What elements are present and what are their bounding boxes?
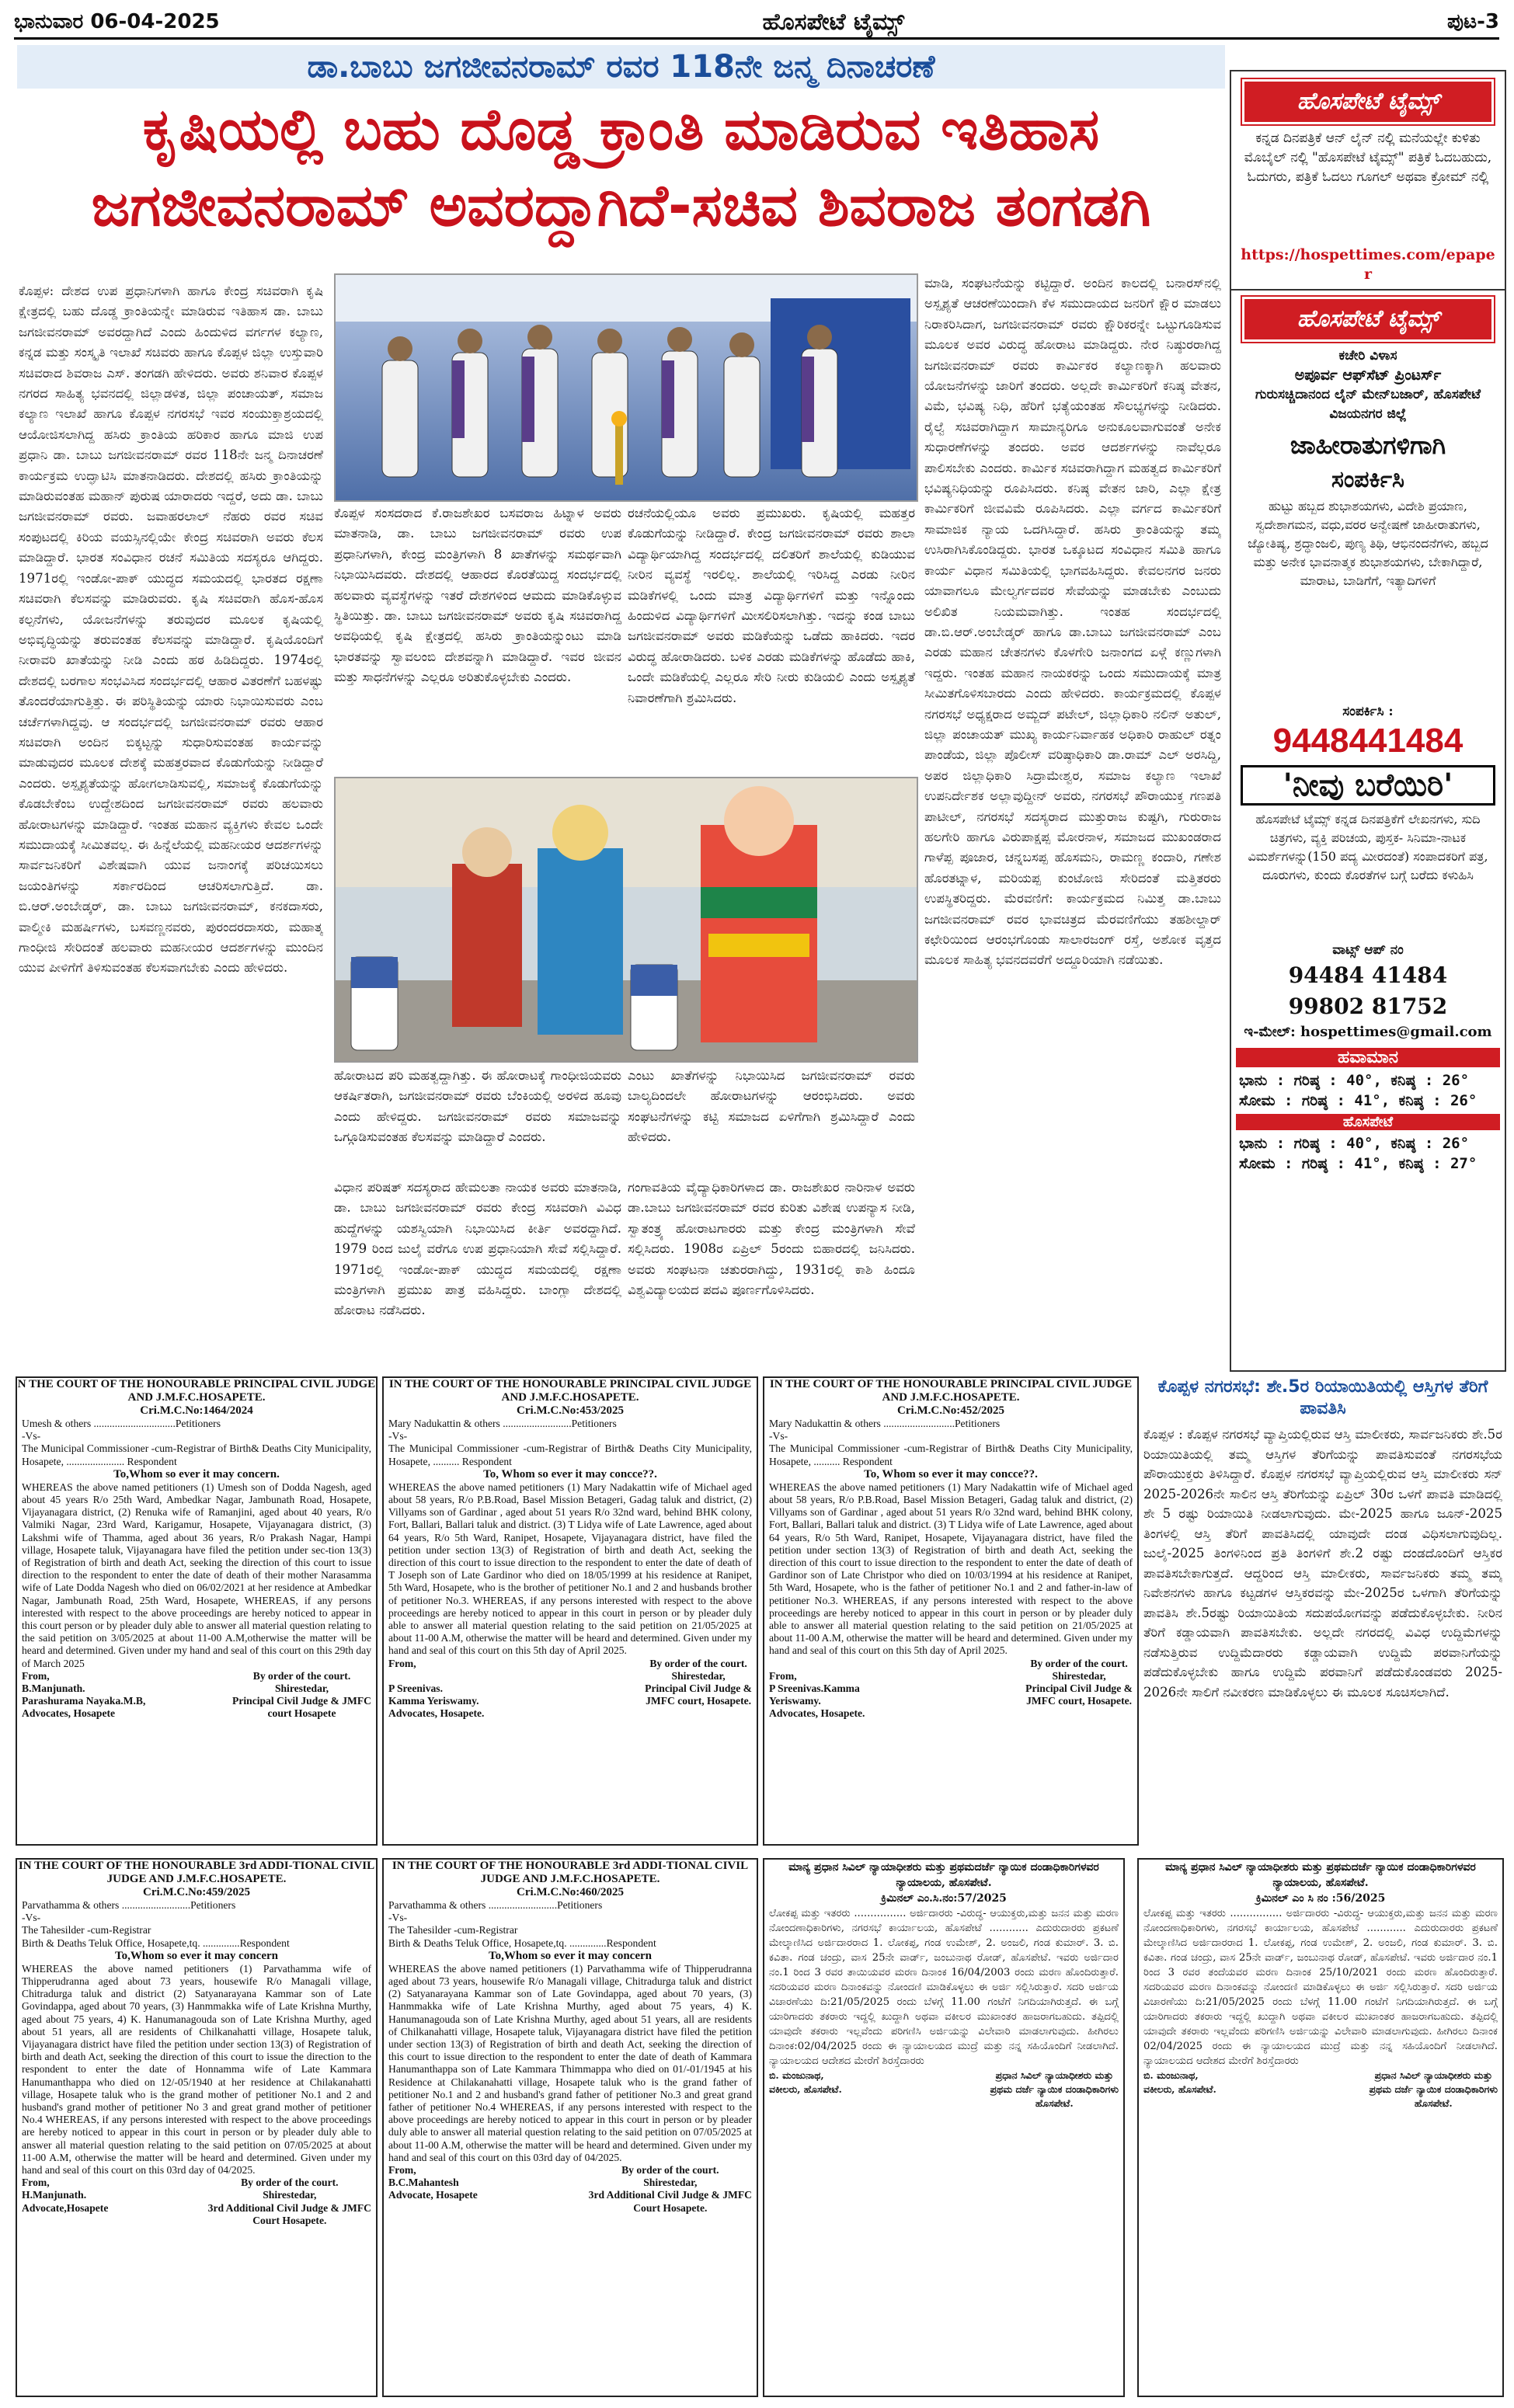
- notice-sign-right: By order of the court. Shirestedar, Principal Civil Judge & JMFC court, Hosapete.: [645, 1657, 752, 1707]
- notice-sign-right: By order of the court. Shirestedar, Principal Civil Judge & JMFC court, Hosapete.: [1025, 1657, 1133, 1707]
- headline-line-1: ಕೃಷಿಯಲ್ಲಿ ಬಹು ದೊಡ್ಡ ಕ್ರಾಂತಿ ಮಾಡಿರುವ ಇತಿಹಾಸ: [142, 96, 1100, 163]
- notice-body: WHEREAS the above named petitioners (1) Parvathamma wife of Thipperudranna aged about 73 years, housewife R/o Managali village, Chitradurga taluk and district (2) Satyanarayana Kammar son of Late Govindappa, aged about 70 years, (3) Hanmmakka wife of Late Krishna Murthy, aged about 75 years, 4) K. Hanumanagouda son of Late Krishna Murthy, aged about 51 years, all are residents of Chilkanahatti village, Hosapete taluk, Vijayanagara district have filed the petition under section 13(3) of Registration of birth and death Act, seeking the direction of this court to issue direction to the respondent to enter the date of death of Kammara Hanumanthappa son of Late Kammara Thimmappa who died on 01/-01/1945 at his Residence at Chilakanahatti village, Hosapete taluk who is the grand father of petitioner No.1 and 2 and husband's grand father of petitioner No.3 and great grand father of petitioner No.4 WHEREAS, if any persons interested with respect to the above proceedings are hereby noticed to appear in this court in person or by pleader duly able to answer all material question relating to the said petition on 07/05/2025 at about 11-00 A.M, otherwise the matter will be heard and determined. Given under my hand and seal of this court on this 03rd day of 04/2025.: [388, 1962, 752, 2163]
- photo-lamp-caption-left: ಕೊಪ್ಪಳ ಸಂಸದರಾದ ಕೆ.ರಾಜಶೇಖರ ಬಸವರಾಜ ಹಿಟ್ನಾಳ ಅವರು ಮಾತನಾಡಿ, ಡಾ. ಬಾಬು ಜಗಜೀವನರಾಮ್ ರವರು ಉಪ ಪ್ರಧಾನಿಗಳಾಗಿ, ಕೇಂದ್ರ ಮಂತ್ರಿಗಳಾಗಿ 8 ಖಾತೆಗಳನ್ನು ಸಮರ್ಥವಾಗಿ ನಿಭಾಯಿಸಿದವರು. ದೇಶದಲ್ಲಿ ಆಹಾರದ ಕೊರತೆಯಿದ್ದ ಸಂದರ್ಭದಲ್ಲಿ ಹಲವಾರು ವ್ಯವಸ್ಥೆಗಳನ್ನು ಇತರೆ ದೇಶಗಳಿಂದ ಆಮದು ಮಾಡಿಕೊಳ್ಳುವ ಸ್ಥಿತಿಯಿತ್ತು. ಡಾ. ಬಾಬು ಜಗಜೀವನರಾಮ್ ಅವರು ಕೃಷಿ ಸಚಿವರಾಗಿದ್ದ ಅವಧಿಯಲ್ಲಿ ಕೃಷಿ ಕ್ಷೇತ್ರದಲ್ಲಿ ಹಸಿರು ಕ್ರಾಂತಿಯನ್ನುಂಟು ಮಾಡಿ ಭಾರತವನ್ನು ಸ್ವಾವಲಂಬಿ ದೇಶವನ್ನಾಗಿ ಮಾಡಿದ್ದಾರೆ. ಇವರ ಜೀವನ ಮತ್ತು ಸಾಧನೆಗಳನ್ನು ಎಲ್ಲರೂ ಅರಿತುಕೊಳ್ಳಬೇಕು ಎಂದರು.: [334, 506, 621, 685]
- notice-signatures: [17, 2177, 376, 2227]
- kannada-notice-1: [763, 1858, 1125, 2397]
- notice-sign-right: By order of the court. Shirestedar, Principal Civil Judge & JMFC court Hosapete: [232, 1669, 371, 1720]
- weather-row-top-1: [1231, 1070, 1505, 1091]
- notice-heading: ಮಾನ್ಯ ಪ್ರಧಾನ ಸಿವಿಲ್ ನ್ಯಾಯಾಧೀಶರು ಮತ್ತು ಪ್ರಥಮದರ್ಜೆ ನ್ಯಾಯಿಕ ದಂಡಾಧಿಕಾರಿಗಳವರ ನ್ಯಾಯಾಲಯ, ಹೊಸಪೇಟೆ.: [1165, 1861, 1476, 1889]
- notice-to: To,Whom so ever it may concern.: [113, 1467, 280, 1481]
- masthead-date: ಭಾನುವಾರ 06-04-2025: [14, 9, 220, 33]
- notice-case-number: Cri.M.C.No:453/2025: [517, 1404, 624, 1417]
- notice-case-number: Cri.M.C.No:1464/2024: [140, 1404, 253, 1417]
- notice-parties: Parvathamma & others ..........................Petitioners -Vs- The Tahesilder -cum-Registrar Birth & Deaths Teluk Office, Hosapete,tq. ..............Respondent: [388, 1899, 656, 1949]
- photo-procession-image: [336, 778, 917, 1061]
- article-column-1: ಕೊಪ್ಪಳ: ದೇಶದ ಉಪ ಪ್ರಧಾನಿಗಳಾಗಿ ಹಾಗೂ ಕೇಂದ್ರ ಸಚಿವರಾಗಿ ಕೃಷಿ ಕ್ಷೇತ್ರದಲ್ಲಿ ಬಹು ದೊಡ್ಡ ಕ್ರಾಂತಿಯನ್ನೇ ಮಾಡಿರುವ ಇತಿಹಾಸ ಡಾ. ಬಾಬು ಜಗಜೀವನರಾಮ್ ಅವರದ್ದಾಗಿದೆ ಎಂದು ಹಿಂದುಳಿದ ವರ್ಗಗಳ ಕಲ್ಯಾಣ, ಕನ್ನಡ ಮತ್ತು ಸಂಸ್ಕೃತಿ ಇಲಾಖೆ ಸಚಿವರು ಹಾಗೂ ಕೊಪ್ಪಳ ಜಿಲ್ಲಾ ಉಸ್ತುವಾರಿ ಸಚಿವರಾದ ಶಿವರಾಜ ಎಸ್. ತಂಗಡಗಿ ಹೇಳಿದರು. ಅವರು ಶನಿವಾರ ಕೊಪ್ಪಳ ನಗರದ ಸಾಹಿತ್ಯ ಭವನದಲ್ಲಿ ಜಿಲ್ಲಾಡಳಿತ, ಜಿಲ್ಲಾ ಪಂಚಾಯತ್, ಸಮಾಜ ಕಲ್ಯಾಣ ಇಲಾಖೆ ಹಾಗೂ ಕೊಪ್ಪಳ ನಗರಸಭೆ ಇವರ ಸಂಯುಕ್ತಾಶ್ರಯದಲ್ಲಿ ಆಯೋಜಿಸಲಾಗಿದ್ದ ಹಸಿರು ಕ್ರಾಂತಿಯ ಹರಿಕಾರ ಹಾಗೂ ಮಾಜಿ ಉಪ ಪ್ರಧಾನಿ ಡಾ. ಬಾಬು ಜಗಜೀವನರಾಮ್ ರವರ 118ನೇ ಜನ್ಮ ದಿನಾಚರಣೆ ಕಾರ್ಯಕ್ರಮ ಉದ್ಘಾಟಿಸಿ ಮಾತನಾಡಿದರು. ದೇಶದಲ್ಲಿ ಹಸಿರು ಕ್ರಾಂತಿಯನ್ನು ಮಾಡಿರುವಂತಹ ಮಹಾನ್ ಪುರುಷ ಯಾರಾದರು ಇದ್ದರೆ, ಅದು ಡಾ. ಬಾಬು ಜಗಜೀವನರಾಮ್ ರವರು. ಜವಾಹರಲಾಲ್ ನೆಹರು ರವರ ಸಚಿವ ಸಂಪುಟದಲ್ಲಿ ಕಿರಿಯ ವಯಸ್ಸಿನಲ್ಲಿಯೇ ಕೇಂದ್ರ ಸಚಿವರಾಗಿ ಅವರು ಕೆಲಸ ಮಾಡಿದ್ದಾರೆ. ಭಾರತ ಸಂವಿಧಾನ ರಚನೆ ಸಮಿತಿಯ ಸದಸ್ಯರೂ ಆಗಿದ್ದರು. 1971ರಲ್ಲಿ ಇಂಡೋ-ಪಾಕ್ ಯುದ್ಧದ ಸಮಯದಲ್ಲಿ ಭಾರತದ ರಕ್ಷಣಾ ಸಚಿವರಾಗಿ ಕೆಲಸವನ್ನು ಮಾಡಿರುವರು. ಕೃಷಿ ಸಚಿವರಾಗಿ ಹೊಸ-ಹೊಸ ಕಲ್ಪನೆಗಳು, ಯೋಜನೆಗಳನ್ನು ತರುವುದರ ಮೂಲಕ ಕೃಷಿಯಲ್ಲಿ ಅಭಿವೃದ್ಧಿಯನ್ನು ತರುವಂತಹ ಕೆಲಸವನ್ನು ಮಾಡಿದ್ದಾರೆ. ಕೃಷಿಯೊಂದಿಗೆ ನೀರಾವರಿ ಖಾತೆಯನ್ನು ನೀಡಿ ಎಂದು ಹಠ ಹಿಡಿದಿದ್ದರು. 1974ರಲ್ಲಿ ದೇಶದಲ್ಲಿ ಬರಗಾಲ ಸಂಭವಿಸಿದ ಸಂದರ್ಭದಲ್ಲಿ ಆಹಾರ ವಿತರಣೆಗೆ ಬಹಳಷ್ಟು ತೊಂದರೆಯಾಗುತ್ತಿತ್ತು. ಈ ಪರಿಸ್ಥಿತಿಯನ್ನು ಯಾರು ನಿಭಾಯಿಸುವರು ಎಂಬ ಚರ್ಚೆಗಳಾಗಿದ್ದವು. ಆ ಸಂದರ್ಭದಲ್ಲಿ ಜಗಜೀವನರಾಮ್ ರವರು ಆಹಾರ ಸಚಿವರಾಗಿ ಅಂದಿನ ಬಿಕ್ಕಟ್ಟನ್ನು ಸುಧಾರಿಸುವಂತಹ ಕಾರ್ಯವನ್ನು ಮಾಡುವುದರ ಮೂಲಕ ದೇಶಕ್ಕೆ ಮಹತ್ತರವಾದ ಕೊಡುಗೆಯನ್ನು ನೀಡಿದ್ದಾರೆ ಎಂದರು. ಅಸ್ಪೃಶ್ಯತೆಯನ್ನು ಹೋಗಲಾಡಿಸುವಲ್ಲಿ, ಸಮಾಜಕ್ಕೆ ಕೊಡುಗೆಯನ್ನು ಕೊಡಬೇಕೆಂಬ ಉದ್ದೇಶದಿಂದ ಜಗಜೀವನರಾಮ್ ರವರು ಹಲವಾರು ಹೋರಾಟಗಳನ್ನು ಮಾಡಿದ್ದಾರೆ. ಇಂತಹ ಮಹಾನ ವ್ಯಕ್ತಿಗಳು ಕೇವಲ ಒಂದೇ ಸಮುದಾಯಕ್ಕೆ ಸೀಮಿತವಲ್ಲ. ಈ ಹಿನ್ನೆಲೆಯಲ್ಲಿ ಮಹನೀಯರ ಆದರ್ಶಗಳನ್ನು ಸಾರ್ವಜನಿಕರಿಗೆ ವಿಶೇಷವಾಗಿ ಯುವ ಜನಾಂಗಕ್ಕೆ ಪರಿಚಯಿಸಲು ಜಯಂತಿಗಳನ್ನು ಸರ್ಕಾರದಿಂದ ಆಚರಿಸಲಾಗುತ್ತಿದೆ. ಡಾ. ಬಿ.ಆರ್.ಅಂಬೇಡ್ಕರ್, ಡಾ. ಬಾಬು ಜಗಜೀವನರಾಮ್, ಕನಕದಾಸರು, ವಾಲ್ಮೀಕಿ ಮಹರ್ಷಿಗಳು, ಬಸವಣ್ಣನವರು, ಪುರಂದರದಾಸರು, ಮಹಾತ್ಮ ಗಾಂಧೀಜಿ ಸೇರಿದಂತೆ ಹಲವಾರು ಮಹನೀಯರ ಆದರ್ಶಗಳನ್ನು ಮುಂದಿನ ಯುವ ಪೀಳಿಗೆಗೆ ತಿಳಿಸುವಂತಹ ಕೆಲಸವಾಗಬೇಕು ಎಂದು ಹೇಳಿದರು.: [19, 284, 323, 976]
- notice-heading: IN THE COURT OF THE HONOURABLE 3rd ADDI-TIONAL CIVIL JUDGE AND J.M.F.C.HOSAPETE.: [392, 1860, 749, 1885]
- sidebar-ads-list: ಹುಟ್ಟು ಹಬ್ಬದ ಶುಭಾಶಯಗಳು, ವಿದೇಶಿ ಪ್ರಯಾಣ, ಸ್ವದೇಶಾಗಮನ, ವಧು,ವರರ ಅನ್ವೇಷಣೆ ಜಾಹೀರಾತುಗಳು, ಜ್ಯೋತಿಷ್ಯ, ಶ್ರದ್ಧಾಂಜಲಿ, ಪುಣ್ಯ ತಿಥಿ, ಆಭಿನಂದನೆಗಳು, ಹಬ್ಬದ ಮತ್ತು ಅನೇಕ ಭಾವನಾತ್ಮಕ ಶುಭಾಶಯಗಳು, ಬೇಕಾಗಿದ್ದಾರೆ, ಮಾರಾಟ, ಬಾಡಿಗೆಗೆ, ಇತ್ಯಾದಿಗಳಿಗೆ: [1248, 499, 1488, 588]
- notice-signatures: [384, 2164, 757, 2215]
- sidebar-phone-1[interactable]: 94484 41484: [1288, 962, 1448, 988]
- sidebar-email[interactable]: ಇ-ಮೇಲ್: hospettimes@gmail.com: [1244, 1024, 1492, 1040]
- photo-lamp-lighting: [334, 273, 918, 502]
- notice-heading: IN THE COURT OF THE HONOURABLE PRINCIPAL CIVIL JUDGE AND J.M.F.C.HOSAPETE.: [388, 1378, 752, 1404]
- sidebar-contact-heading: ಸಂಪರ್ಕಿಸಿ: [1331, 466, 1404, 493]
- koppal-story-heading: ಕೊಪ್ಪಳ ನಗರಸಭೆ: ಶೇ.5ರ ರಿಯಾಯಿತಿಯಲ್ಲಿ ಆಸ್ತಿಗಳ ತೆರಿಗೆ ಪಾವತಿಸಿ: [1157, 1377, 1488, 1418]
- article-mid-bottom-left: ವಿಧಾನ ಪರಿಷತ್ ಸದಸ್ಯರಾದ ಹೇಮಲತಾ ನಾಯಕ ಅವರು ಮಾತನಾಡಿ, ಡಾ. ಬಾಬು ಜಗಜೀವನರಾಮ್ ರವರು ಕೇಂದ್ರ ಸಚಿವರಾಗಿ ವಿವಿಧ ಹುದ್ದೆಗಳನ್ನು ಯಶಸ್ವಿಯಾಗಿ ನಿಭಾಯಿಸಿದ ಕೀರ್ತಿ ಅವರದ್ದಾಗಿದೆ. 1979 ರಿಂದ ಜುಲೈ ವರೆಗೂ ಉಪ ಪ್ರಧಾನಿಯಾಗಿ ಸೇವೆ ಸಲ್ಲಿಸಿದ್ದಾರೆ. 1971ರಲ್ಲಿ ಇಂಡೋ-ಪಾಕ್ ಯುದ್ಧದ ಸಮಯದಲ್ಲಿ ರಕ್ಷಣಾ ಮಂತ್ರಿಗಳಾಗಿ ಪ್ರಮುಖ ಪಾತ್ರ ವಹಿಸಿದ್ದರು. ಬಾಂಗ್ಲಾ ದೇಶದಲ್ಲಿ ಹೋರಾಟ ನಡೆಸಿದರು.: [334, 1180, 621, 1318]
- sidebar-tagline: 'ನೀವು ಬರೆಯಿರಿ': [1241, 765, 1495, 806]
- sidebar: [1230, 70, 1506, 1372]
- weather-day: ಸೋಮ: [1239, 1092, 1276, 1109]
- photo-procession-caption-right: ಎಂಟು ಖಾತೆಗಳನ್ನು ನಿಭಾಯಿಸಿದ ಜಗಜೀವನರಾಮ್ ರವರು ಬಾಲ್ಯದಿಂದಲೇ ಹೋರಾಟಗಳನ್ನು ಆರಂಭಿಸಿದರು. ಅವರು ಸಂಘಟನೆಗಳನ್ನು ಕಟ್ಟಿ ಸಮಾಜದ ಏಳಿಗೆಗಾಗಿ ಶ್ರಮಿಸಿದ್ದಾರೆ ಎಂದು ಹೇಳಿದರು.: [628, 1068, 915, 1145]
- legal-notice-2: [382, 1376, 758, 1846]
- notice-body: WHEREAS the above named petitioners (1) Mary Nadakattin wife of Michael aged about 58 years, R/o P.B.Road, Basel Mission Betageri, Gadag taluk and district, (2) Villyams son of Gardinar , aged about 51 years R/o 32nd ward, behind BHK colony, Fort, Ballari, Ballari taluk and district. (3) T Lidya wife of Late Lawrence, aged about 64 years, R/o 5th Ward, Ranipet, Hosapete, Vijayanagara district, have filed the petition under section 13(3) of Registration of birth and death Act, seeking the direction of this court to issue direction to the respondent to enter the date of death of Gardinor son of Late Christpor who died on 10/03/1994 at his residence at Ranipet, 5th Ward, Hosapete, who is the father of petitioner No.1 and 2 and father-in-law of petitioner No.3. WHEREAS, if any persons interested with respect to the above proceedings are hereby noticed to appear in this court in person or by pleader duly able to answer all material question relating to the said petition on 21/05/2025 at about 11-00 A.M, otherwise the matter will be heard and determined. Given under my hand and seal of this court on this 5th day of April 2025.: [769, 1481, 1133, 1657]
- legal-notice-4: [16, 1858, 378, 2397]
- notice-heading: IN THE COURT OF THE HONOURABLE PRINCIPAL CIVIL JUDGE AND J.M.F.C.HOSAPETE.: [769, 1378, 1133, 1404]
- koppal-story-body: ಕೊಪ್ಪಳ : ಕೊಪ್ಪಳ ನಗರಸಭೆ ವ್ಯಾಪ್ತಿಯಲ್ಲಿರುವ ಆಸ್ತಿ ಮಾಲೀಕರು, ಸಾರ್ವಜನಿಕರು ಶೇ.5ರ ರಿಯಾಯಿತಿಯಲ್ಲಿ ತಮ್ಮ ಆಸ್ತಿಗಳ ತೆರಿಗೆಯನ್ನು ಪಾವತಿಸುವಂತೆ ನಗರಸಭೆಯ ಪೌರಾಯುಕ್ತರು ತಿಳಿಸಿದ್ದಾರೆ. ಕೊಪ್ಪಳ ನಗರಸಭೆ ವ್ಯಾಪ್ತಿಯಲ್ಲಿರುವ ಆಸ್ತಿ ಮಾಲೀಕರು ಸನ್ 2025-2026ನೇ ಸಾಲಿನ ಆಸ್ತಿ ತೆರಿಗೆಯನ್ನು ಏಪ್ರಿಲ್ 30ರ ಒಳಗೆ ಪಾವತಿ ಮಾಡಿದಲ್ಲಿ ಶೇ 5 ರಷ್ಟು ರಿಯಾಯಿತಿ ನೀಡಲಾಗುವುದು. ಮೇ-2025 ಹಾಗೂ ಜೂನ್-2025 ತಿಂಗಳಲ್ಲಿ ಆಸ್ತಿ ತೆರಿಗೆ ಪಾವತಿಸಿದಲ್ಲಿ ಯಾವುದೇ ದಂಡ ವಿಧಿಸಲಾಗುವುದಿಲ್ಲ. ಜುಲೈ-2025 ತಿಂಗಳಿನಿಂದ ಪ್ರತಿ ತಿಂಗಳಿಗೆ ಶೇ.2 ರಷ್ಟು ದಂಡದೊಂದಿಗೆ ಆಸ್ತಿಕರ ಪಾವತಿಸಬೇಕಾಗುತ್ತದೆ. ಆದ್ದರಿಂದ ಆಸ್ತಿ ಮಾಲೀಕರು, ಸಾರ್ವಜನಿಕರು ತಮ್ಮ ತಮ್ಮ ನಿವೇಶನಗಳು ಹಾಗೂ ಕಟ್ಟಡಗಳ ಆಸ್ತಿಕರವನ್ನು ಮೇ-2025ರ ಒಳಗಾಗಿ ತೆರಿಗೆಯನ್ನು ಪಾವತಿಸಿ ಶೇ.5ರಷ್ಟು ರಿಯಾಯಿತಿಯ ಸದುಪಯೋಗವನ್ನು ಪಡೆದುಕೊಳ್ಳಬೇಕು. ನೀರಿನ ತೆರಿಗೆ ಕಡ್ಡಾಯವಾಗಿ ಪಾವತಿಸಬೇಕು. ಅಲ್ಲದೇ ನಗರದಲ್ಲಿ ವಿವಿಧ ಉದ್ದಿಮೆಗಳನ್ನು ನಡೆಸುತ್ತಿರುವ ಉದ್ದಿಮೆದಾರರು ಕಡ್ಡಾಯವಾಗಿ ಉದ್ದಿಮೆ ಪರವಾನಿಗೆಯನ್ನು ಪಡೆದುಕೊಳ್ಳಬೇಕು ಹಾಗೂ ಉದ್ದಿಮೆ ಪರವಾನಿಗೆ ಪಡೆದುಕೊಂಡವರು 2025-2026ನೇ ಸಾಲಿಗೆ ನವೀಕರಣ ಮಾಡಿಕೊಳ್ಳಲು ಈ ಮೂಲಕ ಸೂಚಿಸಲಾಗಿದೆ.: [1143, 1427, 1502, 1700]
- legal-notice-5: [382, 1858, 758, 2397]
- weather-temps: : ಗರಿಷ್ಠ : 40°, ಕನಿಷ್ಠ : 26°: [1276, 1135, 1470, 1152]
- sidebar-office-label: ಕಚೇರಿ ವಿಳಾಸ: [1338, 348, 1397, 364]
- photo-procession: [334, 777, 918, 1063]
- notice-parties: Parvathamma & others ..........................Petitioners -Vs- The Tahesilder -cum-Registrar Birth & Deaths Teluk Office, Hosapete,tq. ..............Respondent: [22, 1899, 290, 1949]
- photo-procession-caption-left: ಹೋರಾಟದ ಪರಿ ಮಹತ್ವದ್ದಾಗಿತ್ತು. ಈ ಹೋರಾಟಕ್ಕೆ ಗಾಂಧೀಜಿಯವರು ಆಕರ್ಷಿತರಾಗಿ, ಜಗಜೀವನರಾಮ್ ರವರು ಬೆಂಕಿಯಲ್ಲಿ ಅರಳಿದ ಹೂವು ಎಂದು ಹೇಳಿದ್ದರು. ಜಗಜೀವನರಾಮ್ ರವರು ಸಮಾಜವನ್ನು ಒಗ್ಗೂಡಿಸುವಂತಹ ಕೆಲಸವನ್ನು ಮಾಡಿದ್ದಾರೆ ಎಂದರು.: [334, 1068, 621, 1145]
- kannada-notice-2: [1137, 1858, 1504, 2397]
- notice-sign-right: By order of the court. Shirestedar, 3rd Additional Civil Judge & JMFC Court Hosapete.: [207, 2177, 371, 2226]
- notice-to: To, Whom so ever it may concce??.: [483, 1467, 657, 1481]
- notice-to: To,Whom so ever it may concern: [489, 1949, 652, 1962]
- photo-lamp-caption-right: ರಚನೆಯಲ್ಲಿಯೂ ಅವರು ಪ್ರಮುಖರು. ಕೃಷಿಯಲ್ಲಿ ಮಹತ್ತರ ಕೊಡುಗೆಯನ್ನು ನೀಡಿದ್ದಾರೆ. ಕೇಂದ್ರ ಜಗಜೀವನರಾಮ್ ರವರು ಶಾಲಾ ವಿದ್ಯಾರ್ಥಿಯಾಗಿದ್ದ ಸಂದರ್ಭದಲ್ಲಿ ದಲಿತರಿಗೆ ಶಾಲೆಯಲ್ಲಿ ಕುಡಿಯುವ ನೀರಿನ ವ್ಯವಸ್ಥೆ ಇರಲಿಲ್ಲ. ಶಾಲೆಯಲ್ಲಿ ಇರಿಸಿದ್ದ ಎರಡು ನೀರಿನ ಮಡಿಕೆಗಳಲ್ಲಿ ಒಂದು ಮಾತ್ರ ವಿದ್ಯಾರ್ಥಿಗಳಿಗೆ ಮತ್ತು ಇನ್ನೊಂದು ಹಿಂದುಳಿದ ವಿದ್ಯಾರ್ಥಿಗಳಿಗೆ ಮೀಸಲಿರಿಸಲಾಗಿತ್ತು. ಇದನ್ನು ಕಂಡ ಬಾಬು ಜಗಜೀವನರಾಮ್ ಅವರು ಮಡಿಕೆಯನ್ನು ಒಡೆದು ಹಾಕಿದರು. ಇದರ ವಿರುದ್ಧ ಹೋರಾಡಿದರು. ಬಳಿಕ ಎರಡು ಮಡಿಕೆಗಳನ್ನು ಹೊಡೆದು ಹಾಕಿ, ಒಂದೇ ಮಡಿಕೆಯಲ್ಲಿ ಎಲ್ಲರೂ ಸೇರಿ ನೀರು ಕುಡಿಯಲಿ ಎಂದು ಅಸ್ಪೃಶ್ಯತೆ ನಿವಾರಣೆಗಾಗಿ ಶ್ರಮಿಸಿದರು.: [628, 506, 915, 705]
- headline-line-2: ಜಗಜೀವನರಾಮ್ ಅವರದ್ದಾಗಿದೆ-ಸಚಿವ ಶಿವರಾಜ ತಂಗಡಗಿ: [91, 172, 1151, 239]
- notice-parties: Mary Nadukattin & others ..........................Petitioners -Vs- The Municipal Commissioner -cum-Registrar of Birth& Deaths City Municipality, Hosapete, .......... Respondent: [388, 1418, 752, 1467]
- notice-sign-left: From, B.C.Mahantesh Advocate, Hosapete: [388, 2164, 478, 2201]
- legal-notice-1: [16, 1376, 378, 1846]
- sidebar-epaper-link[interactable]: https://hospettimes.com/epaper: [1241, 246, 1495, 283]
- photo-lamp-lighting-image: [336, 275, 917, 500]
- weather-temps: : ಗರಿಷ್ಠ : 41°, ಕನಿಷ್ಠ : 26°: [1283, 1092, 1477, 1109]
- sidebar-phone-big[interactable]: 9448441484: [1272, 722, 1464, 760]
- sidebar-ads-heading: ಜಾಹೀರಾತುಗಳಿಗಾಗಿ: [1290, 430, 1446, 460]
- weather-row-bottom-1: [1231, 1133, 1505, 1154]
- notice-sign-right: By order of the court. Shirestedar, 3rd Additional Civil Judge & JMFC Court Hosapete.: [588, 2164, 752, 2214]
- weather-row-top-2: [1231, 1091, 1505, 1111]
- headline-title: [17, 92, 1225, 244]
- masthead: [14, 6, 1499, 40]
- notice-signatures: [17, 1670, 376, 1721]
- notice-to: To, Whom so ever it may concce??.: [864, 1467, 1038, 1481]
- notice-sign-left: From, P Sreenivas.Kamma Yeriswamy. Advocates, Hosapete.: [769, 1669, 865, 1720]
- notice-to: To,Whom so ever it may concern: [115, 1949, 278, 1962]
- notice-heading: N THE COURT OF THE HONOURABLE PRINCIPAL CIVIL JUDGE AND J.M.F.C.HOSAPETE.: [17, 1378, 376, 1404]
- article-column-3: ಮಾಡಿ, ಸಂಘಟನೆಯನ್ನು ಕಟ್ಟಿದ್ದಾರೆ. ಅಂದಿನ ಕಾಲದಲ್ಲಿ ಬನಾರಸ್‌ನಲ್ಲಿ ಅಸ್ಪೃಶ್ಯತೆ ಆಚರಣೆಯಿಂದಾಗಿ ಕೆಳ ಸಮುದಾಯದ ಜನರಿಗೆ ಕ್ಷೌರ ಮಾಡಲು ನಿರಾಕರಿಸಿದಾಗ, ಜಗಜೀವನರಾಮ್ ರವರು ಕ್ಷೌರಿಕರನ್ನೇ ಒಟ್ಟುಗೂಡಿಸುವ ಮೂಲಕ ಅವರ ವಿರುದ್ಧ ಹೋರಾಟ ಮಾಡಿದ್ದರು. ನೇರ ನಿಷ್ಠುರರಾಗಿದ್ದ ಜಗಜೀವನರಾಮ್ ರವರು ಕಾರ್ಮಿಕರ ಕಲ್ಯಾಣಕ್ಕಾಗಿ ಹಲವಾರು ಯೋಜನೆಗಳನ್ನು ಜಾರಿಗೆ ತಂದರು. ಅಲ್ಲದೇ ಕಾರ್ಮಿಕರಿಗೆ ಕನಿಷ್ಠ ವೇತನ, ವಿಮೆ, ಭವಿಷ್ಯ ನಿಧಿ, ಹೆರಿಗೆ ಭತ್ಯೆಯಂತಹ ಸೌಲಭ್ಯಗಳನ್ನು ನೀಡಿದರು. ರೈಲ್ವೆ ಸಚಿವರಾಗಿದ್ದಾಗ ಸಾಮಾನ್ಯರಿಗೂ ಅನುಕೂಲವಾಗುವಂತೆ ಅನೇಕ ಸುಧಾರಣೆಗಳನ್ನು ತಂದರು. ಅವರ ಆದರ್ಶಗಳನ್ನು ನಾವೆಲ್ಲರೂ ಪಾಲಿಸಬೇಕು ಎಂದರು. ಕಾರ್ಮಿಕ ಸಚಿವರಾಗಿದ್ದಾಗ ಮಹತ್ವದ ಕಾರ್ಮಿಕರಿಗೆ ಭವಿಷ್ಯನಿಧಿಯನ್ನು ರೂಪಿಸಿದರು. ಕನಿಷ್ಠ ವೇತನ ಜಾರಿ, ಎಲ್ಲಾ ಕ್ಷೇತ್ರ ಕಾರ್ಮಿಕರಿಗೆ ಜೀವವಿಮೆ ರೂಪಿಸಿದರು. ಎಲ್ಲಾ ವರ್ಗದ ಕಾರ್ಮಿಕರಿಗೆ ಸಾಮಾಜಿಕ ನ್ಯಾಯ ಒದಗಿಸಿದ್ದಾರೆ. ಹಸಿರು ಕ್ರಾಂತಿಯನ್ನು ತಮ್ಮ ಉಸಿರಾಗಿಸಿಕೊಂಡಿದ್ದರು. ಭಾರತ ಒಕ್ಕೂಟದ ಸಂವಿಧಾನ ಸಮಿತಿ ಹಾಗೂ ಕಾರ್ಯ ವಿಧಾನ ಸಮಿತಿಯಲ್ಲಿ ಭಾಗವಹಿಸಿದ್ದರು. ಕೇವಲನಗರ ಜನರು ಯಾವಾಗಲೂ ಮೇಲ್ವರ್ಗದವರ ಸೇವೆಯನ್ನು ಮಾಡಬೇಕು ಎಂಬುದು ಅಲಿಖಿತ ನಿಯಮವಾಗಿತ್ತು. ಇಂತಹ ಸಂದರ್ಭದಲ್ಲಿ ಡಾ.ಬಿ.ಆರ್.ಅಂಬೇಡ್ಕರ್ ಹಾಗೂ ಡಾ.ಬಾಬು ಜಗಜೀವನರಾಮ್ ಎಂಬ ಎರಡು ಮಹಾನ ಚೇತನಗಳು ಕೊಳಗೇರಿ ಜನಾಂಗದ ಏಳ್ಗೆ ಕಣ್ಣುಗಳಾಗಿ ಇದ್ದರು. ಇಂತಹ ಮಹಾನ ನಾಯಕರನ್ನು ಒಂದು ಸಮುದಾಯಕ್ಕೆ ಮಾತ್ರ ಸೀಮಿತಗೊಳಿಸಬಾರದು ಎಂದು ಹೇಳಿದರು. ಕಾರ್ಯಕ್ರಮದಲ್ಲಿ ಕೊಪ್ಪಳ ನಗರಸಭೆ ಅಧ್ಯಕ್ಷರಾದ ಅಮ್ಜದ್ ಪಟೇಲ್, ಜಿಲ್ಲಾಧಿಕಾರಿ ನಲಿನ್ ಅತುಲ್, ಜಿಲ್ಲಾ ಪಂಚಾಯತ್ ಮುಖ್ಯ ಕಾರ್ಯನಿರ್ವಾಹಕ ಅಧಿಕಾರಿ ರಾಹುಲ್ ರತ್ನಂ ಪಾಂಡೆಯ, ಜಿಲ್ಲಾ ಪೊಲೀಸ್ ವರಿಷ್ಠಾಧಿಕಾರಿ ಡಾ.ರಾಮ್ ಎಲ್ ಅರಸಿದ್ದಿ, ಅಪರ ಜಿಲ್ಲಾಧಿಕಾರಿ ಸಿದ್ರಾಮೇಶ್ವರ, ಸಮಾಜ ಕಲ್ಯಾಣ ಇಲಾಖೆ ಉಪನಿರ್ದೇಶಕ ಅಲ್ಲಾವುದ್ದೀನ್ ಅವರು, ನಗರಸಭೆ ಪೌರಾಯುಕ್ತ ಗಣಪತಿ ಪಾಟೀಲ್, ನಗರಸಭೆ ಸದಸ್ಯರಾದ ಮುತ್ತುರಾಜ ಕುಷ್ಟಗಿ, ಗುರುರಾಜ ಹಲಗೇರಿ ಹಾಗೂ ವಿರುಪಾಕ್ಷಪ್ಪ ಮೋರನಾಳ, ಸಮಾಜದ ಮುಖಂಡರಾದ ಗಾಳೆಪ್ಪ ಪೂಜಾರ, ಚನ್ನಬಸಪ್ಪ ಹೊಸಮನಿ, ರಾಮಣ್ಣ ಕಂದಾರಿ, ಗಣೇಶ ಹೊರತಟ್ನಾಳ, ಮರಿಯಪ್ಪ ಕುಂಟೋಜಿ ಸೇರಿದಂತೆ ಮತ್ತಿತರರು ಉಪಸ್ಥಿತರಿದ್ದರು. ಮೆರವಣಿಗೆ: ಕಾರ್ಯಕ್ರಮದ ನಿಮಿತ್ತ ಡಾ.ಬಾಬು ಜಗಜೀವನರಾಮ್ ರವರ ಭಾವಚಿತ್ರದ ಮೆರವಣಿಗೆಯು ತಹಶೀಲ್ದಾರ್ ಕಛೇರಿಯಿಂದ ಆರಂಭಗೊಂಡು ಸಾಲಾರಜಂಗ್ ರಸ್ತೆ, ಅಶೋಕ ವೃತ್ತದ ಮೂಲಕ ಸಾಹಿತ್ಯ ಭವನದವರೆಗೆ ಅದ್ದೂರಿಯಾಗಿ ನಡೆಯಿತು.: [924, 276, 1221, 968]
- notice-heading: ಮಾನ್ಯ ಪ್ರಧಾನ ಸಿವಿಲ್ ನ್ಯಾಯಾಧೀಶರು ಮತ್ತು ಪ್ರಥಮದರ್ಜೆ ನ್ಯಾಯಿಕ ದಂಡಾಧಿಕಾರಿಗಳವರ ನ್ಯಾಯಾಲಯ, ಹೊಸಪೇಟೆ.: [788, 1861, 1099, 1889]
- sidebar-brand-logo-2: ಹೊಸಪೇಟೆ ಟೈಮ್ಸ್: [1242, 297, 1494, 342]
- legal-notice-3: [763, 1376, 1139, 1846]
- sidebar-phone-2[interactable]: 99802 81752: [1288, 993, 1448, 1019]
- notice-parties: Umesh & others ...............................Petitioners -Vs- The Municipal Commissioner -cum-Registrar of Birth& Deaths City Municipality, Hosapete, ...................... Respondent: [22, 1418, 371, 1467]
- weather-day: ಸೋಮ: [1239, 1155, 1276, 1172]
- sidebar-promo-text: ಕನ್ನಡ ದಿನಪತ್ರಿಕೆ ಆನ್ ಲೈನ್ ನಲ್ಲಿ ಮನೆಯಲ್ಲೇ ಕುಳಿತು ಮೊಬೈಲ್ ನಲ್ಲಿ "ಹೊಸಪೇಟೆ ಟೈಮ್ಸ್" ಪತ್ರಿಕೆ ಓದಬಹುದು, ಓದುಗರು, ಪತ್ರಿಕೆ ಓದಲು ಗೂಗಲ್ ಅಥವಾ ಕ್ರೋಮ್ ನಲ್ಲಿ: [1244, 130, 1492, 185]
- weather-day: ಭಾನು: [1239, 1135, 1268, 1152]
- notice-sign-left: From, P Sreenivas. Kamma Yeriswamy. Advocates, Hosapete.: [388, 1657, 485, 1720]
- sidebar-write-text: ಹೊಸಪೇಟೆ ಟೈಮ್ಸ್ ಕನ್ನಡ ದಿನಪತ್ರಿಕೆಗೆ ಲೇಖನಗಳು, ಸುದಿ ಚಿತ್ರಗಳು, ವ್ಯಕ್ತಿ ಪರಿಚಯ, ಪುಸ್ತಕ- ಸಿನಿಮಾ-ನಾಟಕ ವಿಮರ್ಶೆಗಳನ್ನು(150 ಪದ್ಯ ಮೀರದಂತೆ) ಸಂಪಾದಕರಿಗೆ ಪತ್ರ, ದೂರುಗಳು, ಕುಂದು ಕೊರತೆಗಳ ಬಗ್ಗೆ ಬರೆದು ಕಳುಹಿಸಿ: [1248, 812, 1488, 882]
- notice-body: WHEREAS the above named petitioners (1) Parvathamma wife of Thipperudranna aged about 73 years, housewife R/o Managali village, Chitradurga taluk and district (2) Satyanarayana Kammar son of Late Govindappa, aged about 70 years, (3) Hanmmakka wife of Late Krishna Murthy, aged about 75 years, 4) K. Hanumanagouda son of Late Krishna Murthy, aged about 51 years, all are residents of Chilkanahatti village, Hosapete taluk, Vijayanagara district have filed the petition under section 13(3) of Registration of birth and death Act, seeking the direction of this court to issue the direction to the respondent to enter the date of Honnamma wife of Late Kammara Hanumanthappa who died on 12/-05/1940 at her residence at Chilakanahatti village, Hosapete taluk who is the grand mother of petitioner No.1 and 2 and husband's grand mother of petitioner No 3 and great grand mother of petitioner No.4 WHEREAS, if any persons interested with respect to the above proceedings are hereby noticed to appear in this court in person or by pleader duly able to answer all material question relating to the said petition on 07/05/2025 at about 11-00 A.M, otherwise the matter will be heard and determined. Given under my hand and seal of this court on this 03rd day of 04/2025.: [22, 1962, 371, 2177]
- notice-sign-left: ಬಿ. ಮಂಜುನಾಥ, ವಕೀಲರು, ಹೊಸಪೇಟೆ.: [1143, 2069, 1216, 2095]
- masthead-paper-name: ಹೊಸಪೇಟೆ ಟೈಮ್ಸ್: [762, 8, 905, 36]
- sidebar-printer-name: ಅಪೂರ್ವ ಆಫ್‌ಸೆಟ್ ಪ್ರಿಂಟರ್ಸ್: [1294, 367, 1442, 384]
- weather-row-bottom-2: [1231, 1154, 1505, 1174]
- notice-case-number: Cri.M.C.No:452/2025: [897, 1404, 1004, 1417]
- weather-heading: ಹವಾಮಾನ: [1236, 1048, 1500, 1067]
- notice-sign-right: ಪ್ರಧಾನ ಸಿವಿಲ್ ನ್ಯಾಯಾಧೀಶರು ಮತ್ತು ಪ್ರಥಮ ದರ್ಜೆ ನ್ಯಾಯಿಕ ದಂಡಾಧಿಕಾರಿಗಳು ಹೊಸಪೇಟೆ.: [1369, 2069, 1498, 2109]
- article-mid-bottom-right: ಗಂಗಾವತಿಯ ವೈದ್ಯಾಧಿಕಾರಿಗಳಾದ ಡಾ. ರಾಜಶೇಖರ ನಾರಿನಾಳ ಅವರು ಡಾ.ಬಾಬು ಜಗಜೀವನರಾಮ್ ರವರ ಕುರಿತು ವಿಶೇಷ ಉಪನ್ಯಾಸ ನೀಡಿ, ಸ್ವಾತಂತ್ರ್ಯ ಹೋರಾಟಗಾರರು ಮತ್ತು ಕೇಂದ್ರ ಮಂತ್ರಿಗಳಾಗಿ ಸೇವೆ ಸಲ್ಲಿಸಿದರು. 1908ರ ಏಪ್ರಿಲ್ 5ರಂದು ಬಿಹಾರದಲ್ಲಿ ಜನಿಸಿದರು. ಅವರು ಸಂಘಟನಾ ಚತುರರಾಗಿದ್ದು, 1931ರಲ್ಲಿ ಕಾಶಿ ಹಿಂದೂ ವಿಶ್ವವಿದ್ಯಾಲಯದ ಪದವಿ ಪೂರ್ಣಗೊಳಿಸಿದರು.: [628, 1180, 915, 1298]
- sidebar-contact-label: ಸಂಪರ್ಕಿಸಿ :: [1342, 704, 1394, 719]
- notice-sign-left: From, B.Manjunath. Parashurama Nayaka.M.B, Advocates, Hosapete: [22, 1669, 146, 1720]
- notice-case-number: ಕ್ರಿಮಿನಲ್ ಎಂ ಸಿ ನಂ :56/2025: [1255, 1892, 1386, 1905]
- notice-parties: Mary Nadukattin & others ...........................Petitioners -Vs- The Municipal Commissioner -cum-Registrar of Birth& Deaths City Municipality, Hosapete, .......... Respondent: [769, 1418, 1133, 1467]
- weather-temps: : ಗರಿಷ್ಠ : 40°, ಕನಿಷ್ಠ : 26°: [1276, 1072, 1470, 1089]
- weather-day: ಭಾನು: [1239, 1072, 1268, 1089]
- sidebar-brand-logo: ಹೊಸಪೇಟೆ ಟೈಮ್ಸ್: [1242, 79, 1494, 124]
- koppal-tax-story: [1143, 1376, 1502, 1843]
- sidebar-address: ಗುರುಸಚ್ಚಿದಾನಂದ ಲೈನ್ ಮೇನ್‌ಬಜಾರ್, ಹೊಸಪೇಟೆ ವಿಜಯನಗರ ಜಿಲ್ಲೆ: [1255, 387, 1481, 422]
- sidebar-divider: [1231, 289, 1505, 291]
- notice-sign-right: ಪ್ರಧಾನ ಸಿವಿಲ್ ನ್ಯಾಯಾಧೀಶರು ಮತ್ತು ಪ್ರಥಮ ದರ್ಜೆ ನ್ಯಾಯಿಕ ದಂಡಾಧಿಕಾರಿಗಳು ಹೊಸಪೇಟೆ.: [990, 2069, 1119, 2109]
- notice-body: WHEREAS the above named petitioners (1) Umesh son of Dodda Nagesh, aged about 45 years R/o 25th Ward, Ambedkar Nagar, Jambunath Road, Hosapete, Vijayanagara district, (2) Renuka wife of Ramanjini, aged about 40 years, R/o Valmiki Nagar, 23rd Ward, Karigamur, Hosapete, Vijayanagara district, (3) Lakshmi wife of Thamma, aged about 36 years, R/o Prakash Nagar, Hampi village, Hosapete taluk, Vijayanagara have filed the petition under sec-tion 13(3) of Registration of birth and death Act, seeking the direction of this court to issue direction to the respondent to enter the date of death of their mother Narasamma wife of Late Dodda Nagesh who died on 06/02/2021 at her residence at Ambedkar Nagar, Jambunath Road, 25th Ward, Hosapete, WHEREAS, if any persons interested with respect to the above proceedings are hereby noticed to appear in this court person or by pleader duly able to answer all material question relating to the said petition on 3/05/2025 at about 11-00 A.M,otherwise the matter will be heard and determined. Given under my hand and seal of this court on this 29th day of March 2025: [22, 1481, 371, 1669]
- notice-sign-left: From, H.Manjunath. Advocate,Hosapete: [22, 2177, 109, 2214]
- notice-case-number: Cri.M.C.No:459/2025: [143, 1886, 250, 1898]
- notice-body: WHEREAS the above named petitioners (1) Mary Nadakattin wife of Michael aged about 58 years, R/o P.B.Road, Basel Mission Betageri, Gadag taluk and district, (2) Villyams son of Gardinar , aged about 51 years R/o 32nd ward, behind BHK colony, Fort, Ballari, Ballari taluk and district. (3) T Lidya wife of Late Lawrence, aged about 64 years, R/o 5th Ward, Ranipet, Hosapete, Vijayanagara district, have filed the petition under section 13(3) of Registration of birth and death Act, seeking the direction of this court to issue direction to the respondent to enter the date of death of T Joseph son of Late Gardinor who died on 18/05/1999 at his residence at Ranipet, 5th Ward, Hosapete, who is the brother of petitioner No.1 and 2 and husbands brother of petitioner No.3. WHEREAS, if any persons interested with respect to the above proceedings are hereby noticed to appear in this court in person or by pleader duly able to answer all material question relating to the said petition on 21/05/2025 at about 11-00 A.M, otherwise the matter will be heard and determined. Given under my hand and seal of this court on this 5th day of April 2025.: [388, 1481, 752, 1657]
- headline-kicker: ಡಾ.ಬಾಬು ಜಗಜೀವನರಾಮ್ ರವರ 118ನೇ ಜನ್ಮ ದಿನಾಚರಣೆ: [17, 45, 1225, 89]
- notice-case-number: Cri.M.C.No:460/2025: [517, 1886, 624, 1898]
- notice-signatures: [1139, 2069, 1502, 2110]
- weather-temps: : ಗರಿಷ್ಠ : 41°, ಕನಿಷ್ಠ : 27°: [1283, 1155, 1477, 1172]
- notice-case-number: ಕ್ರಿಮಿನಲ್ ಎಂ.ಸಿ.ನಂ:57/2025: [881, 1892, 1007, 1905]
- sidebar-whatsapp-label: ವಾಟ್ಸ್ ಆಪ್ ನಂ: [1332, 942, 1404, 958]
- notice-heading: IN THE COURT OF THE HONOURABLE 3rd ADDI-TIONAL CIVIL JUDGE AND J.M.F.C.HOSAPETE.: [18, 1860, 375, 1885]
- notice-signatures: [384, 1658, 757, 1721]
- notice-signatures: [764, 2069, 1123, 2110]
- notice-sign-left: ಬಿ. ಮಂಜುನಾಥ, ವಕೀಲರು, ಹೊಸಪೇಟೆ.: [769, 2069, 842, 2095]
- weather-sub-heading: ಹೊಸಪೇಟೆ: [1236, 1114, 1500, 1130]
- notice-signatures: [764, 1658, 1137, 1721]
- notice-body: ಲೋಕಪ್ಪ ಮತ್ತು ಇತರರು ................ ಅರ್ಜಿದಾರರು -ವಿರುದ್ಧ- ಆಯುಕ್ತರು,ಮತ್ತು ಜನನ ಮತ್ತು ಮರಣ ನೋಂದಣಾಧಿಕಾರಿಗಳು, ನಗರಸಭೆ ಕಾರ್ಯಾಲಯ, ಹೊಸಪೇಟೆ ............ ಎದುರುದಾರರು ಪ್ರಕಟಣೆ ಮೇಲ್ಕಾಣಿಸಿದ ಅರ್ಜಿದಾರರಾದ 1. ಲೋಕಪ್ಪ, ಗಂಡ ಉಮೇಶ್, 2. ಅಂಜಲಿ, ಗಂಡ ಕುಮಾರ್. 3. ಬಿ. ಕವಿತಾ. ಗಂಡ ಚಂದ್ರು, ವಾಸ 25ನೇ ವಾರ್ಡ್, ಜಂಬುನಾಥ ರೋಡ್, ಹೊಸಪೇಟೆ. ಇವರು ಅರ್ಜಿದಾರ ನಂ.1 ರಿಂದ 3 ರವರ ತಂದೆಯವರ ಮರಣ ದಿನಾಂಕ 25/10/2021 ರಂದು ಮರಣ ಹೊಂದಿರುತ್ತಾರೆ. ಸದರಿಯವರ ಮರಣ ದಿನಾಂಕವನ್ನು ನೋಂದಣಿ ಮಾಡಿಕೊಳ್ಳಲು ಈ ಅರ್ಜಿ ಸಲ್ಲಿಸಿರುತ್ತಾರೆ. ಸದರಿ ಅರ್ಜಿಯ ವಿಚಾರಣೆಯು ದಿ:21/05/2025 ರಂದು ಬೆಳಗ್ಗೆ 11.00 ಗಂಟೆಗೆ ನಿಗದಿಯಾಗಿರುತ್ತದೆ. ಈ ಬಗ್ಗೆ ಯಾರಿಗಾದರು ತಕರಾರು ಇದ್ದಲ್ಲಿ ಖುದ್ದಾಗಿ ಅಥವಾ ವಕೀಲರ ಮುಖಾಂತರ ಹಾಜರಾಗಬಹುದು. ತಪ್ಪಿದಲ್ಲಿ ಯಾವುದೇ ತಕರಾರು ಇಲ್ಲವೆಂದು ಪರಿಗಣಿಸಿ ಅರ್ಜಿಯನ್ನು ವಿಲೇವಾರಿ ಮಾಡಲಾಗುವುದು. ಹೀಗಿರಲು ದಿನಾಂಕ 02/04/2025 ರಂದು ಈ ನ್ಯಾಯಾಲಯದ ಮುದ್ರೆ ಮತ್ತು ನನ್ನ ಸಹಿಯೊಂದಿಗೆ ನೀಡಲಾಗಿದೆ. ನ್ಯಾಯಾಲಯದ ಆದೇಶದ ಮೇರೆಗೆ ಶಿರಸ್ತೆದಾರರು: [1143, 1908, 1498, 2067]
- masthead-page-number: ಪುಟ-3: [1446, 9, 1499, 33]
- notice-body: ಲೋಕಪ್ಪ ಮತ್ತು ಇತರರು ................ ಅರ್ಜಿದಾರರು -ವಿರುದ್ಧ- ಆಯುಕ್ತರು,ಮತ್ತು ಜನನ ಮತ್ತು ಮರಣ ನೋಂದಣಾಧಿಕಾರಿಗಳು, ನಗರಸಭೆ ಕಾರ್ಯಾಲಯ, ಹೊಸಪೇಟೆ ............ ಎದುರುದಾರರು ಪ್ರಕಟಣೆ ಮೇಲ್ಕಾಣಿಸಿದ ಅರ್ಜಿದಾರರಾದ 1. ಲೋಕಪ್ಪ, ಗಂಡ ಉಮೇಶ್, 2. ಅಂಜಲಿ, ಗಂಡ ಕುಮಾರ್. 3. ಬಿ. ಕವಿತಾ. ಗಂಡ ಚಂದ್ರು, ವಾಸ 25ನೇ ವಾರ್ಡ್, ಜಂಬುನಾಥ ರೋಡ್, ಹೊಸಪೇಟೆ. ಇವರು ಅರ್ಜಿದಾರ ನಂ.1 ರಿಂದ 3 ರವರ ತಾಯಿಯವರ ಮರಣ ದಿನಾಂಕ 16/04/2003 ರಂದು ಮರಣ ಹೊಂದಿರುತ್ತಾರೆ. ಸದರಿಯವರ ಮರಣ ದಿನಾಂಕವನ್ನು ನೋಂದಣಿ ಮಾಡಿಕೊಳ್ಳಲು ಈ ಅರ್ಜಿ ಸಲ್ಲಿಸಿರುತ್ತಾರೆ. ಸದರಿ ಅರ್ಜಿಯ ವಿಚಾರಣೆಯು ದಿ:21/05/2025 ರಂದು ಬೆಳಗ್ಗೆ 11.00 ಗಂಟೆಗೆ ನಿಗದಿಯಾಗಿರುತ್ತದೆ. ಈ ಬಗ್ಗೆ ಯಾರಿಗಾದರು ತಕರಾರು ಇದ್ದಲ್ಲಿ ಖುದ್ದಾಗಿ ಅಥವಾ ವಕೀಲರ ಮುಖಾಂತರ ಹಾಜರಾಗಬಹುದು. ತಪ್ಪಿದಲ್ಲಿ ಯಾವುದೇ ತಕರಾರು ಇಲ್ಲವೆಂದು ಪರಿಗಣಿಸಿ ಅರ್ಜಿಯನ್ನು ವಿಲೇವಾರಿ ಮಾಡಲಾಗುವುದು. ಹೀಗಿರಲು ದಿನಾಂಕ:02/04/2025 ರಂದು ಈ ನ್ಯಾಯಾಲಯದ ಮುದ್ರೆ ಮತ್ತು ನನ್ನ ಸಹಿಯೊಂದಿಗೆ ನೀಡಲಾಗಿದೆ. ನ್ಯಾಯಾಲಯದ ಆದೇಶದ ಮೇರೆಗೆ ಶಿರಸ್ತೆದಾರರು: [769, 1908, 1119, 2067]
